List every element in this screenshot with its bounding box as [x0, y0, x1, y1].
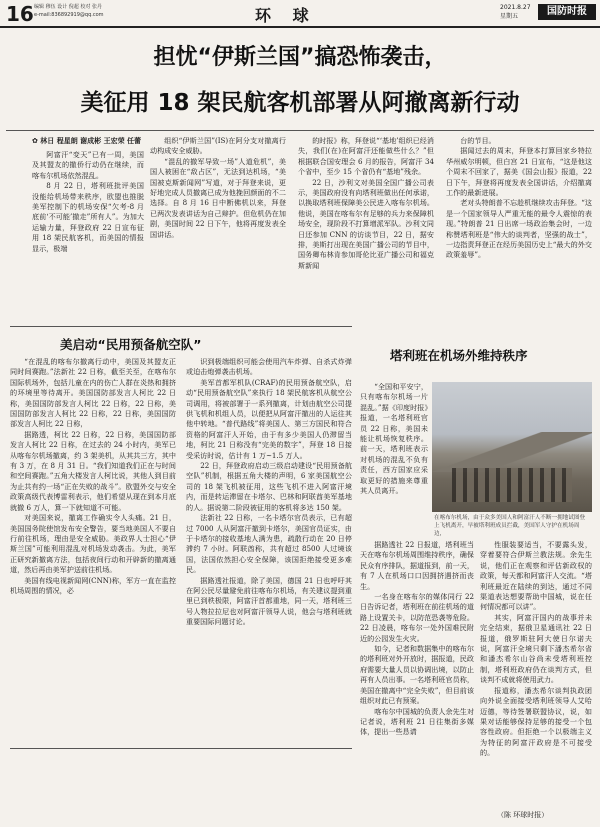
subheading-taliban-order: 塔利班在机场外维持秩序: [390, 348, 528, 363]
byline: ✿ 林日 程星朗 谢成彬 王宏荣 任蕾: [32, 137, 142, 145]
masthead-logo: 国防时报: [538, 4, 596, 20]
article-column: 的时报》称，拜登说“‘基地’组织已经消失，我们(在)在阿富汗还能做些什么？”但根据联合国安理会 6 月的报告，阿富汗 34 个省中，至少 15 个省仍有“基地”残余。 22 日，沙利文对美国全国广播公司表示，美国政府没有向塔利班做出任何承诺，以换取塔利班保障美公民进入喀布尔机场。他说，美国在喀布尔有足够的兵力来保障机场安全，现阶段不打算增派军队。沙利文同日还参加 CNN 的访谈节目，22 日，据安排，美斯打出现在美国广播公司的节目中，国务卿布林肯参加哥伦比亚广播公司和福克斯新闻: [298, 136, 434, 270]
article-column: 据路透社 22 日报道，塔利班当天在喀布尔机场周围维持秩序，确保民众有序排队，据道报到，前一天，有 7 人在机场口口因拥挤遇挤而丧生。 一名身在喀布尔的媒体同行 22 日告诉记者，塔利班在前往机场的道路上设置关卡，以防范恐袭等危险。22 日凌晨，喀布尔一处外国难民附近的公园发生火灾。 如今，记者和数据集中的喀布尔的塔利班对外开放时，据报道，民政府需要大量人员以协调出境，以防止再有人员出事。一名塔利班官员称，美国在撤离中“完全失败”，但目前该组织对此已有预案。 喀布尔中国城的负责人余先生对记者说，塔利班 21 日往集街多媒体，提出一些恳请: [360, 540, 474, 737]
article-column: “全国和平安宁，只有喀布尔机场一片混乱。”据《印度时报》报道，一名塔利班官员 22 日称，美国未能让机场恢复秩序。前一天，塔利班表示对机场的混乱不负有责任，西方国家应采取更好的措施来尊重其人员离开。: [360, 382, 428, 496]
section-title: 环 球: [255, 6, 317, 25]
article-column: 组织“伊斯兰国”(IS)在阿分支对撤离行动构成安全威胁。 “混乱的撤军导致一场”人道危机”，美国人被困在“敌占区”，无法到达机场，“美国被克斯新闻网”写道，对于拜登来说，更好地完成人员撤离已成为他挽回颜面的不二选择。自 8 月 16 日中断佛机以来，拜登已两次发表讲话为自己辩护。但危机仍在加剧，美国时间 22 日下午，他将再度发表全国讲话。: [150, 136, 286, 239]
page-number: 16: [6, 2, 34, 26]
issue-date: 2021.8.27 星期五: [500, 4, 531, 20]
article-column: 识到极端组织可能会使用汽车炸弹、自杀式炸弹或迫击炮弹袭击机场。 美军首都军机队(CRAF)的民用预备航空队，启动“民用预备航空队”来执行 18 架民航客机从航空公司调用，将被部署于一系列撤离，计划由航空公司提供飞机和机组人员，以便把从阿富汗撤出的人运往其他中转地。“普代路线”将美国人、第三方国民和符合资格的阿富汗人开始，由于有多少美国人仍滞留当地，柯比 21 日称没有“完美的数字”，拜登 18 日接受采访时说，估计有 1 万~1.5 万人。 22 日，拜登政府启动三级启动建设“民用预备航空队”机制，根据五角大楼的声明，6 家美国航空公司的 18 架飞机被征用，这些飞机不进入阿富汗境内，而是转运滞留在卡塔尔、巴林和阿联酋美军基地的人。据说第二阶段被征用的客机将多达 150 架。 法新社 22 日称，一名卡塔尔官员表示，已有超过 7000 人从阿富汗撤到卡塔尔，美国官员证实，由于卡塔尔的接收基地人满为患，疏散行动在 20 日停滞约 7 小时。阿联酋称，共有超过 8500 人过境该国，法国依然担心安全保障，该国拒绝接受更多难民。 据路透社报道，除了美国，德国 21 日也呼吁其在阿公民尽量避免前往喀布尔机场，有关建议提到重里已到秩极限，阿富汗首都重地，同一天，塔利班三号人物拉拉尼也对阿富汗领导人说，他会与塔利班就重要国际问题讨论。: [186, 357, 352, 627]
page-header: [0, 0, 600, 28]
article-column: 性服装要适当，不要露头发，穿着要符合伊斯兰教法规。余先生说，他们正在观察和评估新政权的政策，每天都和阿富汗人交流。“塔利班最近在陆续的到达，通过不同渠道表达想要帮助中国城，说在任何情况都可以讲”。 其实，阿富汗国内的战事并未完全结束，据俄卫星通讯社 22 日报道，俄罗斯驻阿大使日尔诺夫说，阿富汗全境只剩下潘杰希尔省和潘杰希尔山谷尚未受塔利班控制，塔利班政府仍在谈判方式，但谈判不成就将使用武力。 报道称，潘杰希尔谈判执政团向外说全面接受塔利班领导人艾哈迈德，等待签署联盟协议，说，如果对话能够保持足够的接受一个包容性政府。但拒绝一个以极端主义为特征的阿富汗政府是不可接受的。: [480, 540, 592, 758]
editorial-info: 编辑 穆伍 设计 倪超 校对 张丹 e-mail:836892919@qq.com: [34, 4, 104, 18]
photo-caption: 在喀布尔机场，由于众多美国人和阿富汗人不断一拥地试图登上飞机离开，早被塔利班成员拦截，美国军人守护在机场周边，: [434, 515, 586, 537]
source-note: （陈 环球时报）: [497, 811, 549, 819]
headline-line2: 美征用 18 架民航客机部署从阿撤离新行动: [80, 90, 520, 116]
subheading-civil-reserve: 美启动“民用预备航空队”: [60, 337, 202, 352]
divider: [10, 748, 352, 749]
photo-crowd: [452, 468, 572, 502]
photo-mountains: [432, 432, 592, 472]
article-column: 阿富汗“变天”已有一周，美国及其盟友的撤侨行动仍在继续，而喀布尔机场依然混乱。 8 月 22 日，塔利班批评美国没能给机场带来秩序，欧盟也推脱美军控制下的机场安保“欠考-8 月底前‘不可能’撤走”所有人”。为加大运输力量，拜登政府 22 日宣布征用 18 架民航客机，而美国的情报显示，极端: [32, 150, 144, 253]
headline-line1: 担忧“伊斯兰国”搞恐怖袭击，: [153, 45, 447, 70]
divider: [6, 130, 594, 131]
article-column: 台的节目。 据闻过去的周末，拜登本打算回家乡特拉华州威尔明顿，但白宫 21 日宣布，“这是他这个周末不回家了，据美《国会山报》报道，22 日下午，拜登将再度发表全国讲话，介绍撤离工作的最新进展。 老对头特朗普不忘趁机继续攻击拜登。“这是一个国家领导人严重无能的最令人震惊的表现。”特朗普 21 日出席一场政治集会时，一边称赞塔利班是“伟大的谈判者，坚强的战士”，一边指责拜登正在经历美国历史上“最大的外交政策羞辱”。: [446, 136, 592, 260]
photo-kabul-airport: [432, 382, 592, 512]
article-column: “在混乱的喀布尔撤离行动中，美国及其盟友正同时间赛跑。”法新社 22 日称，截至关至，在喀布尔国际机场外，包括儿童在内的伤亡人群在炎热和拥挤的环境里等待离开。美国国防部发言人柯比 22 日称，美国国防部发言人柯比 22 日称，22 日称，美国国防部发言人柯比 22 日称，22 日称，美国国防部发言人柯比 22 日称， 据路透，柯比 22 日称，22 日称，美国国防部发言人柯比 22 日称，在过去的 24 小时内，美军已从喀布尔机场撤离，约 3 架美机，从其共三方，其中有 3 万，在 8 月 31 日。“我们知道我们正在与时间和空间赛跑。”五角大楼发言人柯比说，其他人到目前为止共有约一场“正在失败的战斗”。欧盟外交与安全政策高级代表博雷利表示，他们希望从现在到本月底就撤 6 万人，算一下就知道不可能。 对美国来说，撤离工作确实令人头痛。21 日，美国国务院使馆发布安全警告，要当地美国人不要自行前往机场，理由是安全威胁。美政界人士担心“伊斯兰国”可能利用混乱对机场发动袭击。为此，美军正研究新撤离方法，包括夜间行动和开辟新的撤离通道，然后再由美军护送前往机场。 美国有线电视新闻网(CNN)称，军方一直在监控机场周围的情况，必: [10, 357, 176, 595]
divider: [10, 326, 352, 327]
